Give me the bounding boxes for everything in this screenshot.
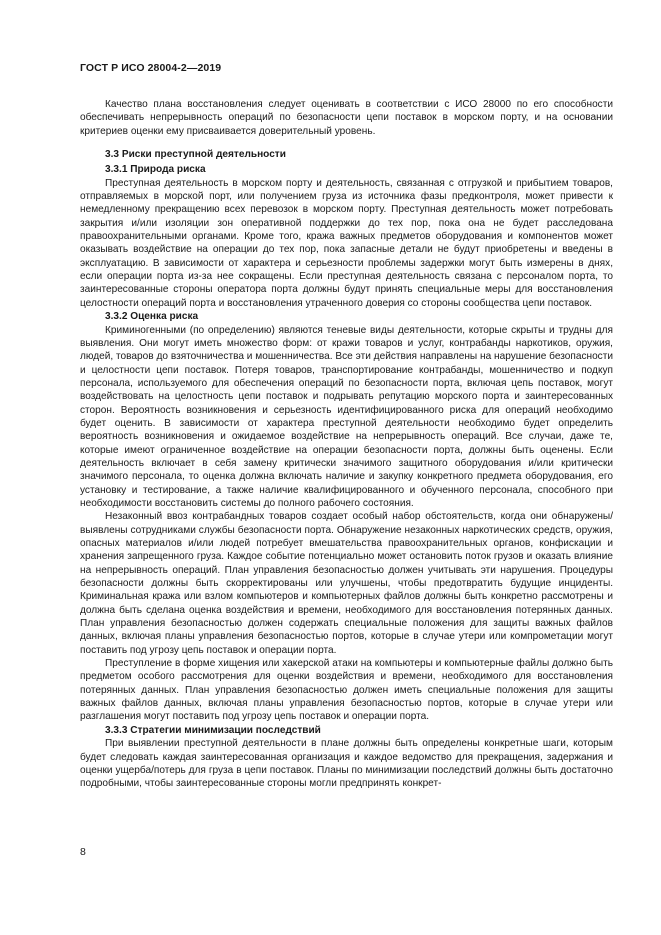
document-body [80, 98, 613, 791]
paragraph-3-3-1: Преступная деятельность в морском порту и деятельность, связанная с отгрузкой и прибытием товаров, отправляемых в морской порт, или получением груза из источника фазы предконтроля, может привести к немедленному прекращению всех перевозок в морском порту. Преступная деятельность может потребовать закрытия и/или изоляции зон оперативной поддержки до тех пор, пока она не будет расследована правоохранительными органами. Кроме того, кража важных предметов оборудования и компонентов может оказывать воздействие на операции до тех пор, пока запасные детали не будут приобретены и введены в эксплуатацию. В зависимости от характера и серьезности проблемы задержки могут быть измерены в днях, если операции порта из-за нее сокращены. Если преступная деятельность связана с персоналом порта, то заинтересованные стороны оператора порта должны будут принять специальные меры для восстановления целостности операций порта и восстановления утраченного доверия со стороны сообщества цепи поставок. [80, 177, 613, 309]
section-heading-3-3: 3.3 Риски преступной деятельности [105, 149, 286, 161]
paragraph-3-3-3: При выявлении преступной деятельности в плане должны быть определены конкретные шаги, которым будет следовать каждая заинтересованная организация и каждое ведомство для прекращения, задержания и оценки ущерба/потерь для груза в цепи поставок. Планы по минимизации последствий должны быть достаточно подробными, чтобы заинтересованные стороны могли предпринять конкрет- [80, 738, 613, 790]
subsection-heading-3-3-3: 3.3.3 Стратегии минимизации последствий [105, 724, 321, 736]
paragraph-3-3-2-a: Криминогенными (по определению) являются теневые виды деятельности, которые скрыты и трудны для выявления. Они могут иметь множество форм: от кражи товаров и услуг, контрабанды наркотиков, оружия, людей, товаров до взяточничества и мошенничества. Все эти действия направлены на нарушение безопасности и целостности цепи поставок. Потеря товаров, транспортирование контрабанды, мошенничество и подкуп персонала, используемого для обеспечения операций по безопасности порта, включая цепь поставок, могут воздействовать на целостность цепи поставок и подрывать репутацию морского порта и заинтересованных сторон. Вероятность возникновения и серьезность идентифицированного риска для операций необходимо будет оценить. В зависимости от характера преступной деятельности необходимо будет определить вероятность возникновения и ожидаемое воздействие на непрерывность операций. Все случаи, даже те, которые имеют ограниченное воздействие на операции безопасности порта, должны быть оценены. Если деятельность включает в себя замену критически значимого защитного оборудования и/или критически значимого персонала, то оценка должна включать наличие и закупку конкретного предмета оборудования, его установку и тестирование, а также наличие квалифицированного и обученного персонала, способного при необходимости восстановить системы до полного рабочего состояния. [80, 324, 613, 509]
document-page [80, 0, 613, 935]
page-number: 8 [80, 846, 86, 858]
subsection-heading-3-3-1: 3.3.1 Природа риска [105, 164, 206, 176]
paragraph-3-3-2-c: Преступление в форме хищения или хакерской атаки на компьютеры и компьютерные файлы должно быть предметом особого рассмотрения для оценки воздействия и времени, необходимого для восстановления потерянных данных. План управления безопасностью должен иметь специальные положения для защиты важных файлов данных, включая планы управления безопасностью портов, которые в случае утери или разглашения могут поставить под угрозу цепь поставок и операции порта. [80, 658, 613, 723]
subsection-heading-3-3-2: 3.3.2 Оценка риска [105, 311, 199, 323]
standard-header: ГОСТ Р ИСО 28004-2—2019 [80, 62, 222, 74]
paragraph-3-3-2-b: Незаконный ввоз контрабандных товаров создает особый набор обстоятельств, когда они обнаружены/выявлены сотрудниками службы безопасности порта. Обнаружение незаконных наркотических средств, оружия, опасных материалов и/или людей потребует вмешательства правоохранительных органов, конфискации и хранения запрещенного груза. Каждое событие потенциально может остановить поток грузов и оказать влияние на непрерывность операций. План управления безопасностью должен учитывать эти нарушения. Процедуры безопасности должны быть скорректированы или улучшены, чтобы предотвратить будущие инциденты. Криминальная кража или взлом компьютеров и компьютерных файлов должны быть конкретно рассмотрены и должна быть сделана оценка воздействия и времени, необходимого для восстановления потерянных данных. План управления безопасностью должен содержать специальные положения для защиты важных файлов данных, включая планы управления безопасностью портов, которые в случае утери или компрометации могут поставить под угрозу цепь поставок и операции порта. [80, 511, 613, 656]
intro-paragraph: Качество плана восстановления следует оценивать в соответствии с ИСО 28000 по его способности обеспечивать непрерывность операций по безопасности цепи поставок в морском порту, и на основании критериев оценки ему присваивается доверительный уровень. [80, 99, 613, 137]
